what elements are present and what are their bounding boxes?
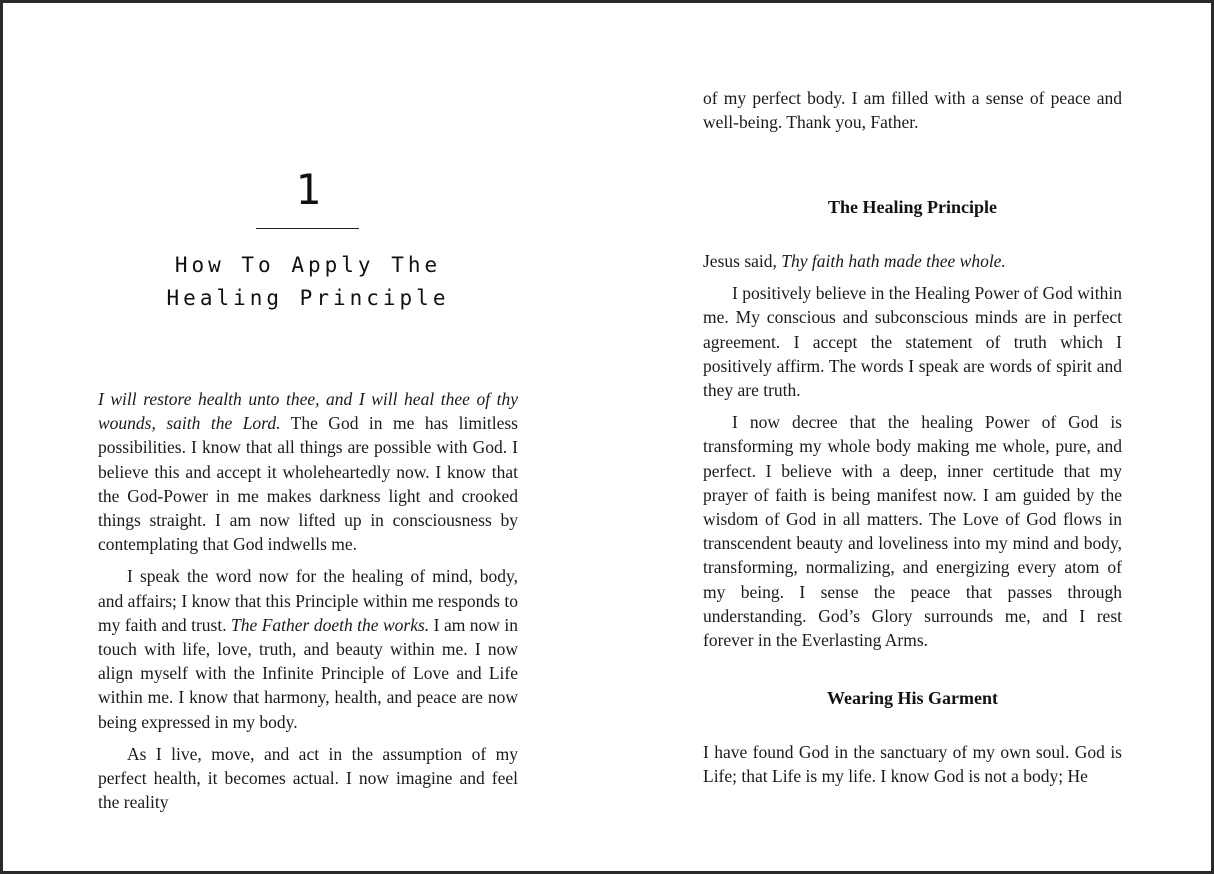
paragraph: I have found God in the sanctuary of my own soul. God is Life; that Life is my life. I know God is not a body; He: [703, 742, 1122, 787]
chapter-title: [98, 249, 518, 315]
paragraph-text: The God in me has limitless possibilities. I know that all things are possible with God. I believe this and accept it wholeheartedly now. I know that the God-Power in me makes darkness light and crooked things straight. I am now lifted up in consciousness by contemplating that God indwells me.: [98, 413, 518, 555]
left-page: [98, 3, 518, 871]
chapter-title-line-1: How To Apply The: [174, 253, 442, 277]
paragraph: of my perfect body. I am filled with a sense of peace and well-being. Thank you, Father.: [703, 88, 1122, 133]
paragraph: [98, 564, 518, 733]
paragraph: [703, 249, 1122, 273]
paragraph: I now decree that the healing Power of God is transforming my whole body making me whole, pure, and perfect. I believe with a deep, inner certitude that my prayer of faith is being manifest now. I am guided by the wisdom of God in all matters. The Love of God flows in transcendent beauty and loveliness into my mind and body, transforming, normalizing, and energizing every atom of my being. I sense the peace that passes through understanding. God’s Glory surrounds me, and I rest forever in the Everlasting Arms.: [703, 412, 1122, 651]
italic-quote: Thy faith hath made thee whole.: [781, 251, 1006, 271]
section-heading-wearing-his-garment: Wearing His Garment: [827, 688, 998, 708]
italic-quote: The Father doeth the works.: [231, 614, 430, 635]
paragraph: [98, 387, 518, 556]
left-body-text: [98, 387, 518, 822]
paragraph-text: I am now in touch with life, love, truth, and beauty within me. I now align myself with the Infinite Principle of Love and Life within me. I know that harmony, health, and peace are now being expressed in my body.: [98, 614, 518, 732]
epigraph-quote: I will restore health unto thee, and I will heal thee of thy wounds, saith the Lord.: [98, 389, 518, 434]
chapter-divider: [256, 228, 359, 229]
paragraph: As I live, move, and act in the assumption of my perfect health, it becomes actual. I now imagine and feel the reality: [98, 743, 518, 813]
paragraph: I positively believe in the Healing Power of God within me. My conscious and subconscious minds are in perfect agreement. I accept the statement of truth which I positively affirm. The words I speak are words of spirit and they are truth.: [703, 283, 1122, 401]
right-section-1-text: [703, 249, 1122, 660]
chapter-number: 1: [295, 165, 321, 214]
section-heading-healing-principle: The Healing Principle: [828, 197, 997, 217]
right-page: [703, 3, 1122, 871]
right-section-2-text: [703, 740, 1122, 796]
right-continuation-text: [703, 86, 1122, 142]
paragraph-text: Jesus said,: [703, 251, 782, 271]
paragraph-text: I speak the word now for the healing of mind, body, and affairs; I know that this Principle within me responds to my faith and trust.: [98, 566, 518, 635]
chapter-title-line-2: Healing Principle: [166, 286, 450, 310]
